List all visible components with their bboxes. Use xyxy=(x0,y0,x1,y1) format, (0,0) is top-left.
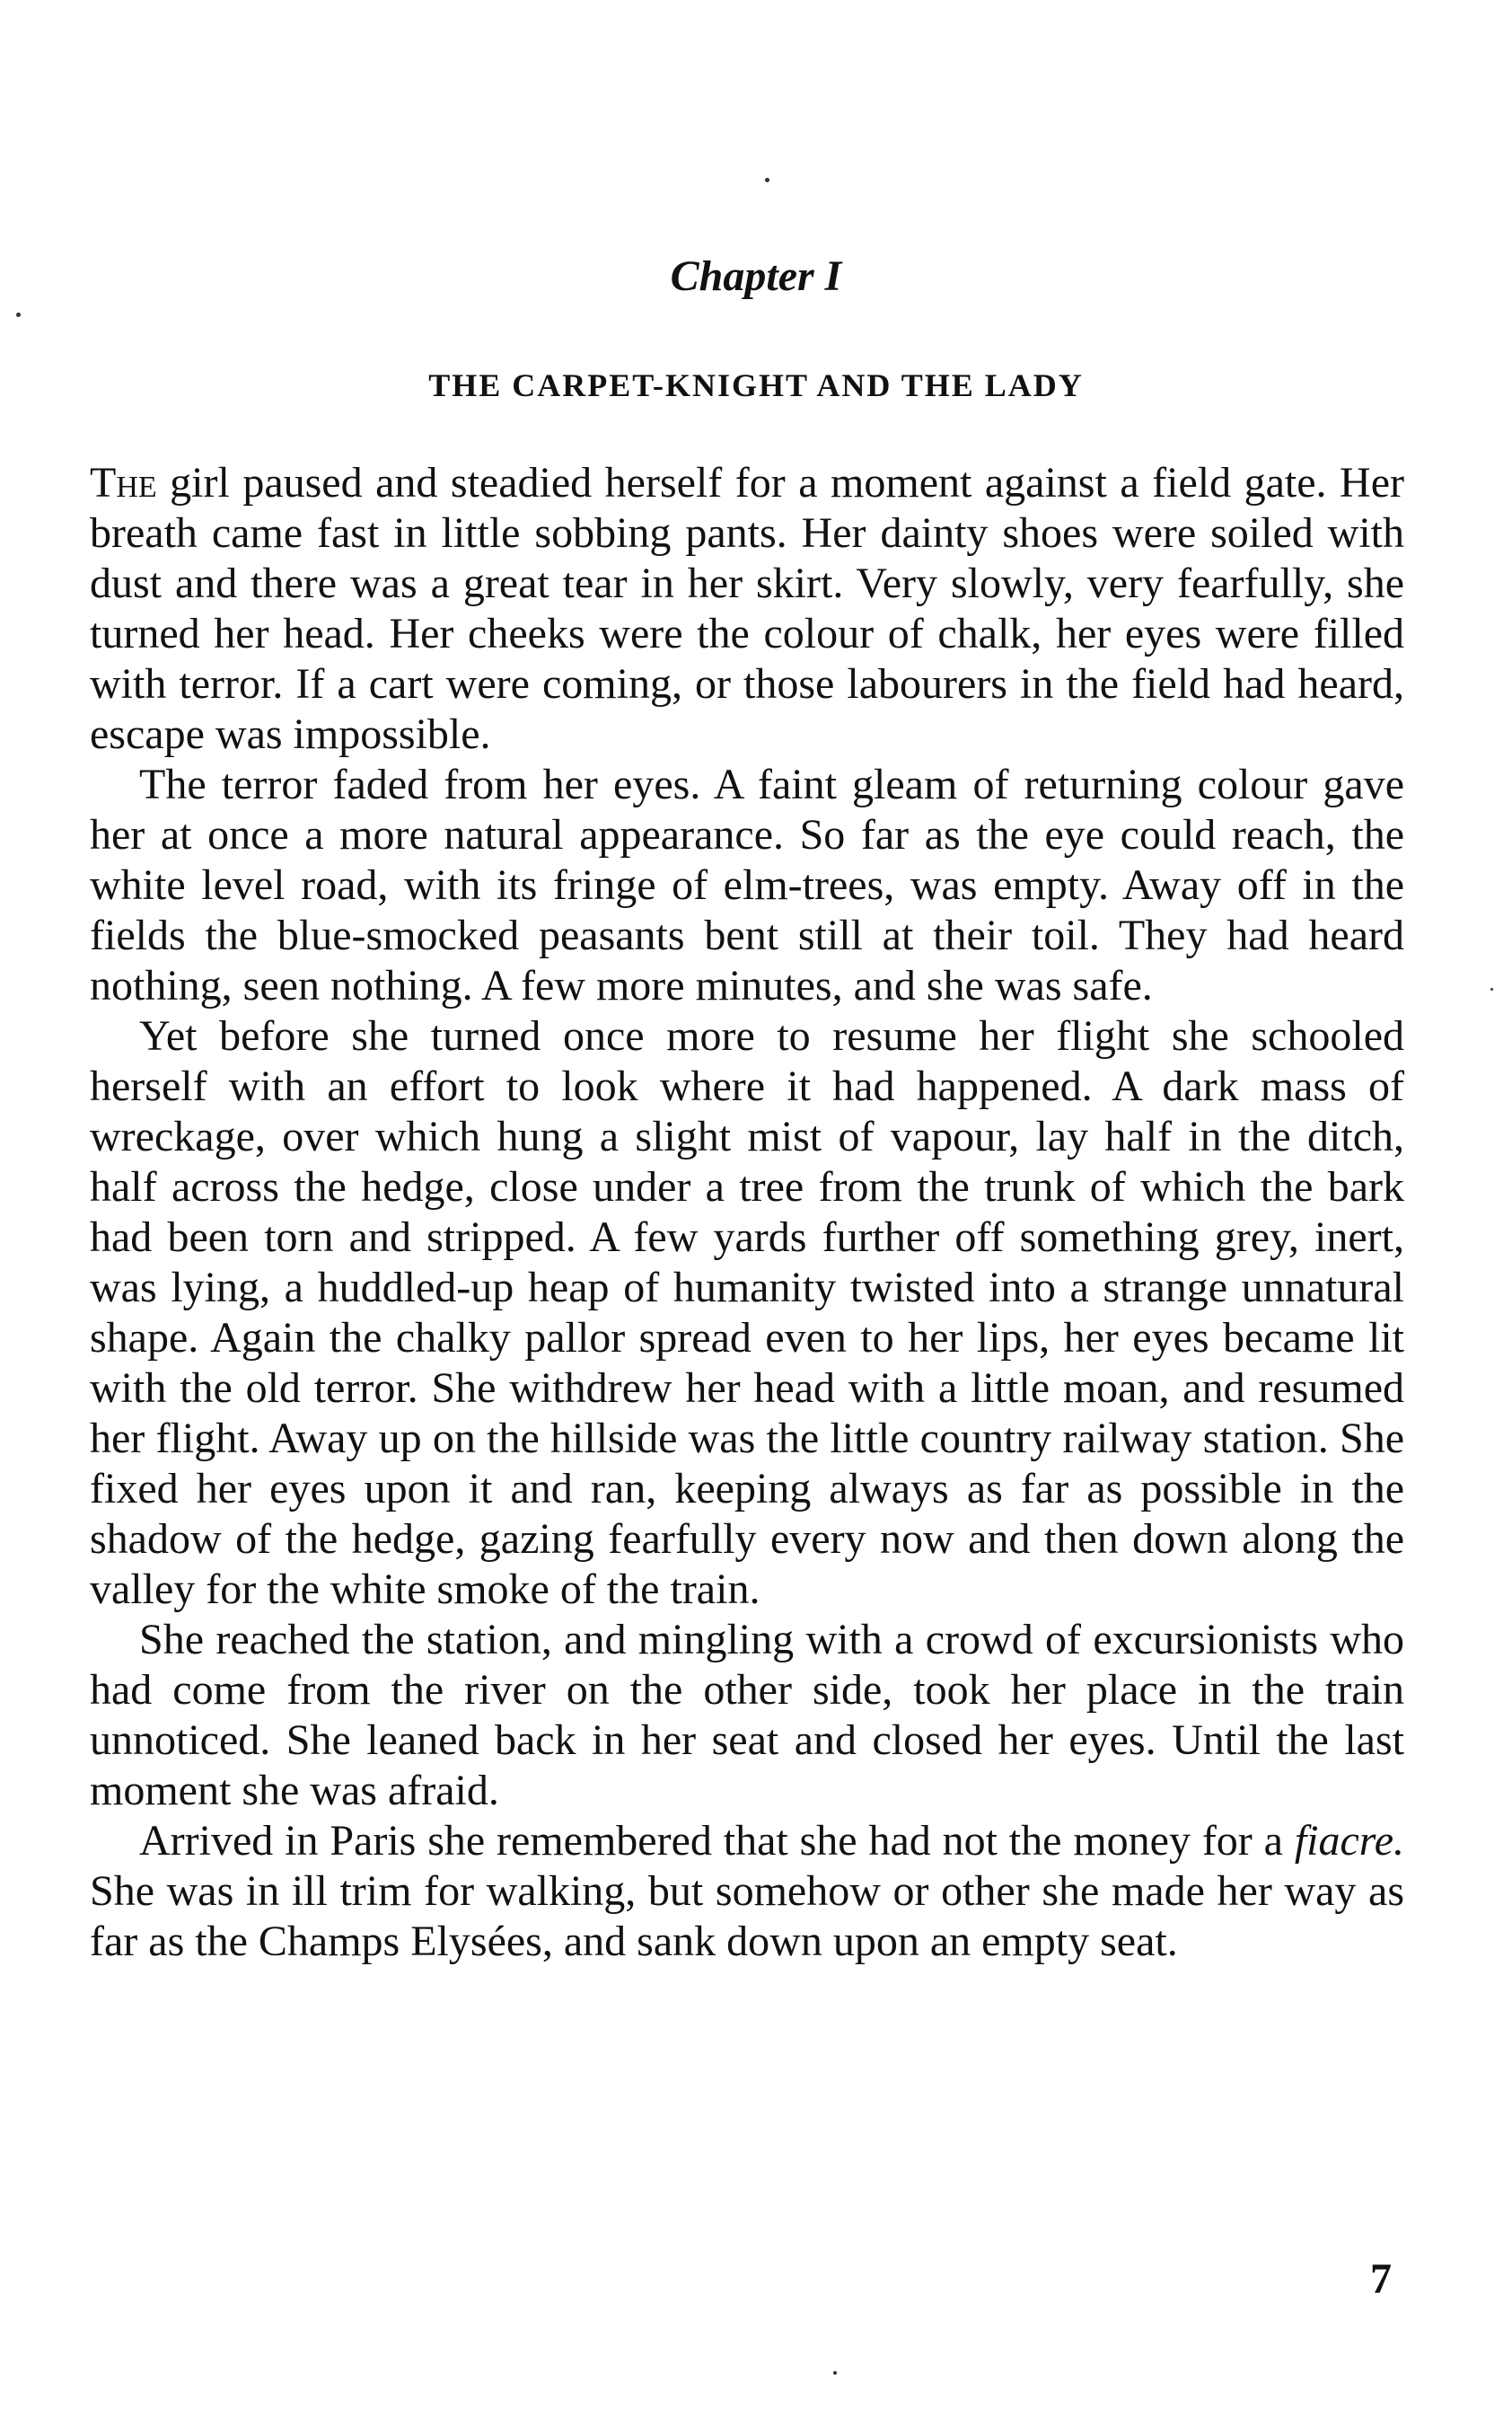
paragraph-4 xyxy=(90,1615,1404,1816)
print-speck xyxy=(765,178,769,182)
chapter-title: Chapter I xyxy=(670,252,842,300)
paragraph-text: The terror faded from her eyes. A faint gleam of returning colour gave her at once a more natural appearance. So far as the eye could reach, the white level road, with its fringe of elm-trees, was empty. Away off in the fields the blue-smocked peasants bent still at their toil. They had heard nothing, seen nothing. A few more minutes, and she was safe. xyxy=(90,761,1404,1010)
italic-word: fiacre. xyxy=(1294,1817,1404,1865)
chapter-subtitle: THE CARPET-KNIGHT AND THE LADY xyxy=(428,367,1084,403)
paragraph-text: Arrived in Paris she remembered that she had not the money for a xyxy=(139,1817,1295,1865)
paragraph-text: Yet before she turned once more to resume her flight she schooled herself with an effort to look where it had happened. A dark mass of wreckage, over which hung a slight mist of vapour, lay half in the ditch, half across the hedge, close under a tree from the trunk of which the bark had been torn and stripped. A few yards further off something grey, inert, was lying, a huddled-up heap of humanity twisted into a strange unnatural shape. Again the chalky pallor spread even to her lips, her eyes became lit with the old terror. She withdrew her head with a little moan, and resumed her flight. Away up on the hillside was the little country railway station. She fixed her eyes upon it and ran, keeping always as far as possible in the shadow of the hedge, gazing fearfully every now and then down along the valley for the white smoke of the train. xyxy=(90,1012,1404,1613)
print-speck xyxy=(16,313,21,317)
print-speck xyxy=(833,2371,837,2375)
paragraph-text: girl paused and steadied herself for a moment against a field gate. Her breath came fast in little sobbing pants. Her dainty shoes were soiled with dust and there was a great tear in her skirt. Very slowly, very fearfully, she turned her head. Her cheeks were the colour of chalk, her eyes were filled with terror. If a cart were coming, or those labourers in the field had heard, escape was impossible. xyxy=(90,459,1404,758)
opening-word: The xyxy=(90,459,157,507)
print-speck xyxy=(1490,988,1493,991)
paragraph-1 xyxy=(90,458,1404,760)
paragraph-3 xyxy=(90,1011,1404,1615)
page-number: 7 xyxy=(1370,2255,1392,2303)
paragraph-5 xyxy=(90,1816,1404,1967)
paragraph-2 xyxy=(90,760,1404,1011)
chapter-body xyxy=(90,458,1404,1967)
paragraph-text: She was in ill trim for walking, but somehow or other she made her way as far as the Champs Elysées, and sank down upon an empty seat. xyxy=(90,1867,1404,1965)
paragraph-text: She reached the station, and mingling with a crowd of excursionists who had come from the river on the other side, took her place in the train unnoticed. She leaned back in her seat and closed her eyes. Until the last moment she was afraid. xyxy=(90,1616,1404,1814)
